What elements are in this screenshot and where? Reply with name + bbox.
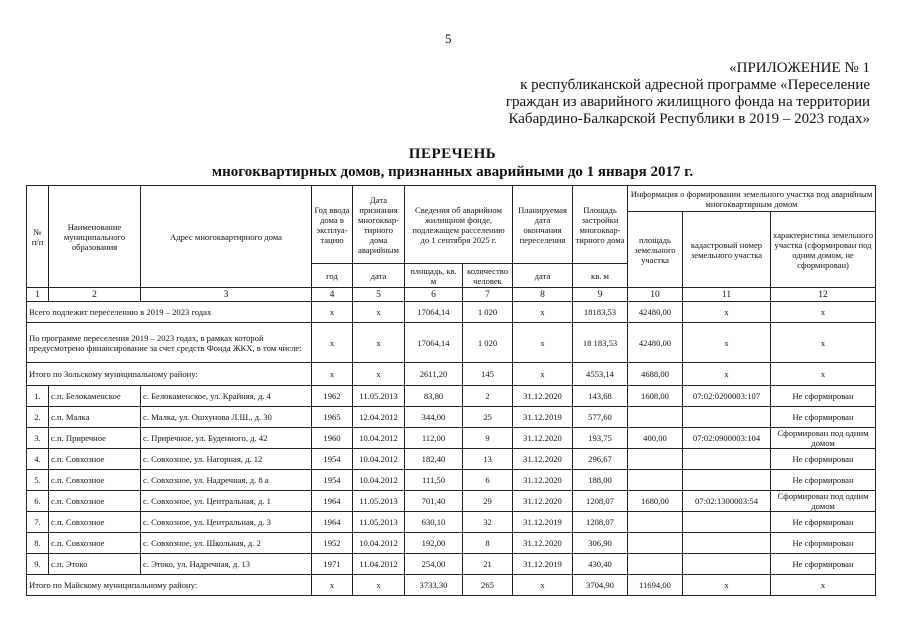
header-emergency-date: Дата признания многоквар-тирного дома аварийным: [353, 186, 405, 264]
cell-year: 1954: [312, 470, 353, 491]
cell-built: 18183,53: [573, 302, 628, 323]
table-row: [27, 554, 876, 575]
table-row: [27, 491, 876, 512]
cell-char: Не сформирован: [771, 407, 876, 428]
appendix-line-2: к республиканской адресной программе «Переселение: [520, 77, 870, 93]
cell-num: 9.: [27, 554, 49, 575]
cell-date: 10.04.2012: [353, 428, 405, 449]
col-number: 12: [771, 288, 876, 302]
cell-people: 1 020: [463, 323, 513, 363]
header-land-area: площадь земельного участка: [628, 212, 683, 288]
cell-built: 143,68: [573, 386, 628, 407]
cell-year: 1964: [312, 512, 353, 533]
cell-num: 7.: [27, 512, 49, 533]
cell-year: 1965: [312, 407, 353, 428]
summary-row: [27, 363, 876, 386]
cell-char: Не сформирован: [771, 554, 876, 575]
cell-municipality: с.п. Совхозное: [49, 449, 141, 470]
cell-built: 4553,14: [573, 363, 628, 386]
unit-year: год: [312, 264, 353, 288]
appendix-heading: [490, 60, 870, 128]
footer-label: Итого по Майскому муниципальному району:: [27, 575, 312, 596]
col-number: 3: [141, 288, 312, 302]
cell-date: 10.04.2012: [353, 449, 405, 470]
cell-municipality: с.п. Малка: [49, 407, 141, 428]
cell-land-area: 4688,00: [628, 363, 683, 386]
cell-land-area: [628, 512, 683, 533]
cell-address: с. Совхозное, ул. Нагорная, д. 12: [141, 449, 312, 470]
header-year: Год ввода дома в эксплуа-тацию: [312, 186, 353, 264]
cell-char: х: [771, 363, 876, 386]
cell-num: 1.: [27, 386, 49, 407]
cell-area: 17064,14: [405, 323, 463, 363]
cell-land-area: 400,00: [628, 428, 683, 449]
cell-land-area: [628, 533, 683, 554]
header-built-area: Площадь застройки многоквар-тирного дома: [573, 186, 628, 264]
cell-built: 577,60: [573, 407, 628, 428]
cell-char: Не сформирован: [771, 533, 876, 554]
document-title: ПЕРЕЧЕНЬ: [408, 146, 497, 162]
cell-municipality: с.п. Приречное: [49, 428, 141, 449]
cell-date: х: [353, 302, 405, 323]
unit-date: дата: [353, 264, 405, 288]
header-planned-date: Планируемая дата окончания переселения: [513, 186, 573, 264]
cell-built: 1208,07: [573, 491, 628, 512]
house-rows: [27, 386, 876, 575]
cell-planned: 31.12.2019: [513, 512, 573, 533]
cell-cadastral: [683, 554, 771, 575]
cell-area: 83,80: [405, 386, 463, 407]
col-number: 8: [513, 288, 573, 302]
cell-year: 1971: [312, 554, 353, 575]
cell-date: 11.04.2012: [353, 554, 405, 575]
col-number: 10: [628, 288, 683, 302]
cell-cadastral: х: [683, 575, 771, 596]
cell-date: х: [353, 575, 405, 596]
cell-planned: 31.12.2020: [513, 533, 573, 554]
cell-cadastral: 07:02:0200003:107: [683, 386, 771, 407]
cell-char: х: [771, 575, 876, 596]
unit-area: площадь, кв. м: [405, 264, 463, 288]
cell-date: 11.05.2013: [353, 512, 405, 533]
cell-cadastral: 07:02:1300003:54: [683, 491, 771, 512]
cell-num: 8.: [27, 533, 49, 554]
cell-cadastral: х: [683, 302, 771, 323]
cell-address: с. Малка, ул. Ошхунова Л.Ш., д. 30: [141, 407, 312, 428]
table-row: [27, 386, 876, 407]
table-row: [27, 470, 876, 491]
housing-table: [26, 185, 876, 596]
page-number: 5: [445, 31, 452, 46]
table-row: [27, 407, 876, 428]
cell-people: 8: [463, 533, 513, 554]
col-number: 11: [683, 288, 771, 302]
cell-year: 1952: [312, 533, 353, 554]
cell-area: 111,50: [405, 470, 463, 491]
cell-people: 9: [463, 428, 513, 449]
cell-planned: х: [513, 302, 573, 323]
cell-cadastral: [683, 449, 771, 470]
col-number: 4: [312, 288, 353, 302]
cell-date: 12.04.2012: [353, 407, 405, 428]
cell-num: 3.: [27, 428, 49, 449]
cell-land-area: 42480,00: [628, 302, 683, 323]
cell-num: 2.: [27, 407, 49, 428]
cell-char: Не сформирован: [771, 470, 876, 491]
cell-planned: 31.12.2020: [513, 470, 573, 491]
cell-planned: 31.12.2020: [513, 386, 573, 407]
cell-char: х: [771, 302, 876, 323]
cell-year: х: [312, 302, 353, 323]
cell-year: 1960: [312, 428, 353, 449]
cell-built: 296,67: [573, 449, 628, 470]
cell-area: 112,00: [405, 428, 463, 449]
summary-label: Всего подлежит переселению в 2019 – 2023 годах: [27, 302, 312, 323]
header-cadastral: кадастровый номер земельного участка: [683, 212, 771, 288]
cell-date: х: [353, 323, 405, 363]
cell-char: Не сформирован: [771, 449, 876, 470]
cell-cadastral: х: [683, 323, 771, 363]
unit-date-2: дата: [513, 264, 573, 288]
cell-char: х: [771, 323, 876, 363]
cell-land-area: 1608,00: [628, 386, 683, 407]
cell-municipality: с.п. Совхозное: [49, 491, 141, 512]
col-number: 2: [49, 288, 141, 302]
cell-people: 265: [463, 575, 513, 596]
cell-address: с. Совхозное, ул. Надречная, д. 8 а: [141, 470, 312, 491]
cell-year: х: [312, 323, 353, 363]
cell-built: 188,00: [573, 470, 628, 491]
summary-label: Итого по Зольскому муниципальному району:: [27, 363, 312, 386]
cell-land-area: [628, 470, 683, 491]
appendix-line-3: граждан из аварийного жилищного фонда на территории: [505, 94, 870, 110]
cell-date: 11.05.2013: [353, 386, 405, 407]
cell-area: 3733,30: [405, 575, 463, 596]
appendix-line-4: Кабардино-Балкарской Республики в 2019 – 2023 годах»: [508, 111, 870, 127]
cell-num: 6.: [27, 491, 49, 512]
cell-built: 306,90: [573, 533, 628, 554]
summary-row: [27, 323, 876, 363]
cell-date: х: [353, 363, 405, 386]
header-num: № п/п: [27, 186, 49, 288]
cell-planned: 31.12.2020: [513, 491, 573, 512]
document-subtitle: многоквартирных домов, признанных аварийными до 1 января 2017 г.: [211, 164, 694, 180]
unit-sqm: кв. м: [573, 264, 628, 288]
cell-date: 10.04.2012: [353, 533, 405, 554]
cell-year: х: [312, 575, 353, 596]
cell-built: 430,40: [573, 554, 628, 575]
cell-cadastral: 07:02:0900003:104: [683, 428, 771, 449]
cell-cadastral: [683, 533, 771, 554]
header-land-info: Информация о формировании земельного участка под аварийным многоквартирным домом: [628, 186, 876, 212]
cell-address: с. Совхозное, ул. Центральная, д. 1: [141, 491, 312, 512]
cell-people: 1 020: [463, 302, 513, 323]
cell-char: Сформирован под одним домом: [771, 428, 876, 449]
cell-area: 182,40: [405, 449, 463, 470]
cell-people: 13: [463, 449, 513, 470]
cell-year: 1962: [312, 386, 353, 407]
header-emergency-info: Сведения об аварийном жилищном фонде, подлежащем расселению до 1 сентября 2025 г.: [405, 186, 513, 264]
cell-address: с. Приречное, ул. Буденного, д. 42: [141, 428, 312, 449]
cell-num: 5.: [27, 470, 49, 491]
cell-planned: 31.12.2020: [513, 449, 573, 470]
cell-char: Не сформирован: [771, 512, 876, 533]
cell-land-area: 11694,00: [628, 575, 683, 596]
cell-area: 2611,20: [405, 363, 463, 386]
cell-municipality: с.п. Этоко: [49, 554, 141, 575]
cell-cadastral: [683, 407, 771, 428]
cell-num: 4.: [27, 449, 49, 470]
cell-year: х: [312, 363, 353, 386]
cell-char: Сформирован под одним домом: [771, 491, 876, 512]
cell-people: 29: [463, 491, 513, 512]
header-address: Адрес многоквартирного дома: [141, 186, 312, 288]
table-row: [27, 533, 876, 554]
cell-year: 1964: [312, 491, 353, 512]
cell-area: 701,40: [405, 491, 463, 512]
cell-address: с. Этоко, ул. Надречная, д. 13: [141, 554, 312, 575]
cell-planned: х: [513, 575, 573, 596]
cell-people: 145: [463, 363, 513, 386]
cell-municipality: с.п. Совхозное: [49, 533, 141, 554]
cell-land-area: [628, 449, 683, 470]
cell-year: 1954: [312, 449, 353, 470]
col-number: 6: [405, 288, 463, 302]
cell-built: 193,75: [573, 428, 628, 449]
cell-address: с. Совхозное, ул. Центральная, д. 3: [141, 512, 312, 533]
summary-row: [27, 302, 876, 323]
cell-municipality: с.п. Совхозное: [49, 470, 141, 491]
header-land-char: характеристика земельного участка (сформирован под одним домом, не сформирован): [771, 212, 876, 288]
cell-people: 2: [463, 386, 513, 407]
unit-people: количество человек: [463, 264, 513, 288]
cell-people: 25: [463, 407, 513, 428]
cell-area: 17064,14: [405, 302, 463, 323]
summary-label: По программе переселения 2019 – 2023 годах, в рамках которой предусмотрено финансирование за счет средств Фонда ЖКХ, в том числе:: [27, 323, 312, 363]
cell-cadastral: [683, 512, 771, 533]
cell-area: 630,10: [405, 512, 463, 533]
cell-planned: 31.12.2019: [513, 407, 573, 428]
cell-built: 18 183,53: [573, 323, 628, 363]
col-number: 1: [27, 288, 49, 302]
cell-planned: 31.12.2019: [513, 554, 573, 575]
cell-cadastral: [683, 470, 771, 491]
cell-municipality: с.п. Белокаменское: [49, 386, 141, 407]
cell-people: 6: [463, 470, 513, 491]
cell-address: с. Белокаменское, ул. Крайняя, д. 4: [141, 386, 312, 407]
cell-land-area: 1680,00: [628, 491, 683, 512]
cell-land-area: 42480,00: [628, 323, 683, 363]
header-municipality: Наименование муниципального образования: [49, 186, 141, 288]
footer-row: [27, 575, 876, 596]
cell-municipality: с.п. Совхозное: [49, 512, 141, 533]
cell-char: Не сформирован: [771, 386, 876, 407]
cell-planned: х: [513, 323, 573, 363]
col-number: 9: [573, 288, 628, 302]
table-row: [27, 428, 876, 449]
cell-built: 3704,90: [573, 575, 628, 596]
cell-area: 344,00: [405, 407, 463, 428]
cell-people: 21: [463, 554, 513, 575]
appendix-line-1: «ПРИЛОЖЕНИЕ № 1: [729, 60, 870, 76]
col-number: 7: [463, 288, 513, 302]
cell-land-area: [628, 407, 683, 428]
cell-cadastral: х: [683, 363, 771, 386]
cell-date: 11.05.2013: [353, 491, 405, 512]
cell-built: 1208,07: [573, 512, 628, 533]
cell-people: 32: [463, 512, 513, 533]
cell-address: с. Совхозное, ул. Школьная, д. 2: [141, 533, 312, 554]
cell-area: 254,00: [405, 554, 463, 575]
cell-area: 192,00: [405, 533, 463, 554]
cell-planned: х: [513, 363, 573, 386]
table-row: [27, 512, 876, 533]
col-number: 5: [353, 288, 405, 302]
cell-date: 10.04.2012: [353, 470, 405, 491]
table-row: [27, 449, 876, 470]
cell-land-area: [628, 554, 683, 575]
cell-planned: 31.12.2020: [513, 428, 573, 449]
